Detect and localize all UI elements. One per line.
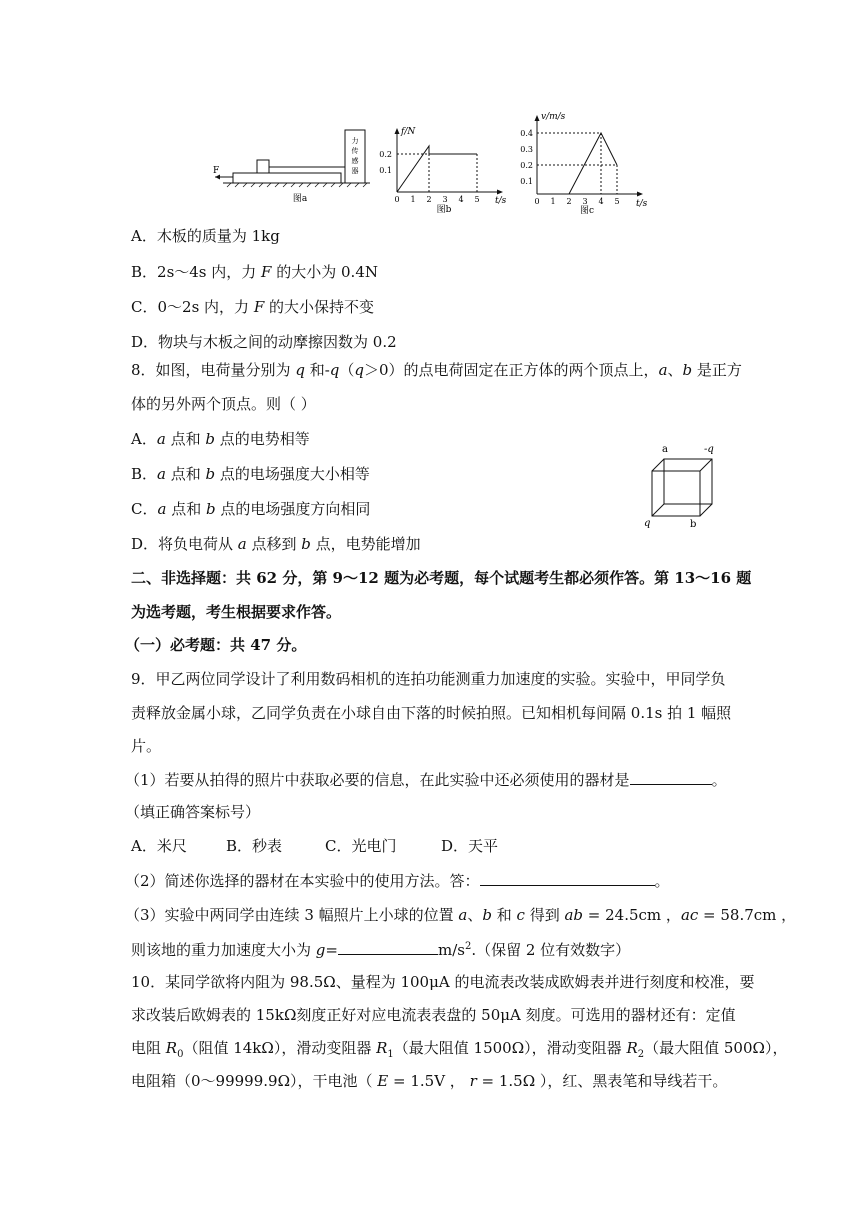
q7-option-b: B．2s～4s 内，力 F 的大小为 0.4N [131, 263, 378, 281]
figure-b-xtick: 5 [474, 195, 480, 204]
figure-b-xtick: 2 [426, 195, 432, 204]
figure-b-xtick: 4 [458, 195, 464, 204]
q9-option-b: B．秒表 [226, 837, 283, 855]
q9-options [131, 836, 498, 856]
q9-line-2: 责释放金属小球，乙同学负责在小球自由下落的时候拍照。已知相机每间隔 0.1s 拍 1 幅照 [131, 704, 732, 722]
cube-label-b: b [690, 519, 697, 530]
cube-label-a: a [662, 444, 668, 455]
answer-blank[interactable] [480, 871, 655, 886]
figure-c-xtick: 2 [566, 197, 572, 206]
q9-part-3-continued: 则该地的重力加速度大小为 $g= m/s^2$.（保留 2 位有效数字） [131, 941, 631, 959]
q7-option-d: D．物块与木板之间的动摩擦因数为 0.2 [131, 333, 397, 351]
figure-b-y-axis: f/N [401, 127, 416, 137]
q8-option-d: D．将负电荷从 a 点移到 b 点，电势能增加 [131, 535, 421, 553]
q10-line-4: 电阻箱（0～99999.9Ω），干电池（ E = 1.5V ， r = 1.5Ω ），红、黑表笔和导线若干。 [131, 1072, 728, 1090]
figure-a [205, 125, 375, 205]
q10-line-3: 电阻 $R_0$（阻值 14kΩ），滑动变阻器 $R_1$（最大阻值 1500Ω），滑动变阻器 $R_2$（最大阻值 500Ω）， [131, 1039, 788, 1060]
figure-b [377, 125, 512, 215]
q9-part-2: （2）简述你选择的器材在本实验中的使用方法。答： 。 [125, 872, 670, 890]
section-heading-line-2: 为选考题，考生根据要求作答。 [131, 603, 342, 621]
q7-option-c: C．0～2s 内，力 F 的大小保持不变 [131, 298, 375, 316]
q9-option-c: C．光电门 [325, 837, 397, 855]
sensor-char-2: 传 [351, 147, 359, 155]
cube-label-neg-q: -q [704, 444, 714, 455]
cube-figure [638, 440, 723, 530]
figure-c-xtick: 5 [614, 197, 620, 206]
q8-option-c: C．a 点和 b 点的电场强度方向相同 [131, 500, 371, 518]
figure-b-xtick: 1 [410, 195, 416, 204]
figure-b-xtick: 0 [394, 195, 400, 204]
figure-c-xtick: 0 [534, 197, 540, 206]
q7-option-a: A．木板的质量为 1kg [131, 227, 280, 245]
q8-stem-line-2: 体的另外两个顶点。则（ ） [131, 395, 316, 413]
sensor-char-3: 感 [351, 157, 359, 165]
q9-part-1: （1）若要从拍得的照片中获取必要的信息，在此实验中还必须使用的器材是 。 [125, 771, 727, 789]
force-label: F [213, 166, 220, 176]
figure-c-xtick: 4 [598, 197, 604, 206]
cube-label-q: q [644, 518, 651, 529]
figure-c-ytick: 0.1 [520, 177, 533, 186]
figure-c [515, 110, 655, 215]
sensor-char-1: 力 [351, 137, 359, 145]
q8-option-b: B．a 点和 b 点的电场强度大小相等 [131, 465, 370, 483]
figure-c-y-axis: v/m/s [541, 112, 566, 122]
figure-c-x-axis: t/s [636, 199, 648, 209]
figure-c-caption: 图c [579, 206, 595, 215]
figure-c-xtick: 1 [550, 197, 556, 206]
figure-b-xtick: 3 [442, 195, 448, 204]
figure-c-ytick: 0.2 [520, 161, 533, 170]
q8-option-a: A．a 点和 b 点的电势相等 [131, 430, 310, 448]
answer-blank[interactable] [338, 940, 438, 955]
q10-line-2: 求改装后欧姆表的 15kΩ刻度正好对应电流表表盘的 50μA 刻度。可选用的器材还有：定值 [131, 1006, 736, 1024]
figure-b-ytick: 0.2 [379, 150, 392, 159]
q9-part-1-note: （填正确答案标号） [125, 803, 261, 821]
figure-b-x-axis: t/s [495, 196, 507, 206]
figure-c-ytick: 0.3 [520, 145, 533, 154]
answer-blank[interactable] [630, 770, 712, 785]
figure-b-caption: 图b [436, 205, 452, 215]
sensor-char-4: 器 [351, 167, 359, 175]
q10-line-1: 10．某同学欲将内阻为 98.5Ω、量程为 100μA 的电流表改装成欧姆表并进行刻度和校准，要 [131, 973, 755, 991]
subsection-heading: （一）必考题：共 47 分。 [125, 636, 307, 654]
q9-option-d: D．天平 [441, 837, 499, 855]
q9-line-1: 9．甲乙两位同学设计了利用数码相机的连拍功能测重力加速度的实验。实验中，甲同学负 [131, 670, 726, 688]
figure-a-caption: 图a [292, 194, 308, 204]
section-heading-line-1: 二、非选择题：共 62 分，第 9～12 题为必考题，每个试题考生都必须作答。第 13～16 题 [131, 569, 752, 587]
q8-stem-line-1: 8．如图，电荷量分别为 q 和-q（q＞0）的点电荷固定在正方体的两个顶点上，a、b 是正方 [131, 361, 742, 379]
figure-c-xtick: 3 [582, 197, 588, 206]
q9-line-3: 片。 [131, 737, 162, 755]
q9-option-a: A．米尺 [131, 837, 187, 855]
figure-b-ytick: 0.1 [379, 166, 392, 175]
q9-part-3: （3）实验中两同学由连续 3 幅照片上小球的位置 a、b 和 c 得到 ab = 24.5cm ，ac = 58.7cm ， [125, 906, 797, 924]
figure-c-ytick: 0.4 [520, 129, 533, 138]
